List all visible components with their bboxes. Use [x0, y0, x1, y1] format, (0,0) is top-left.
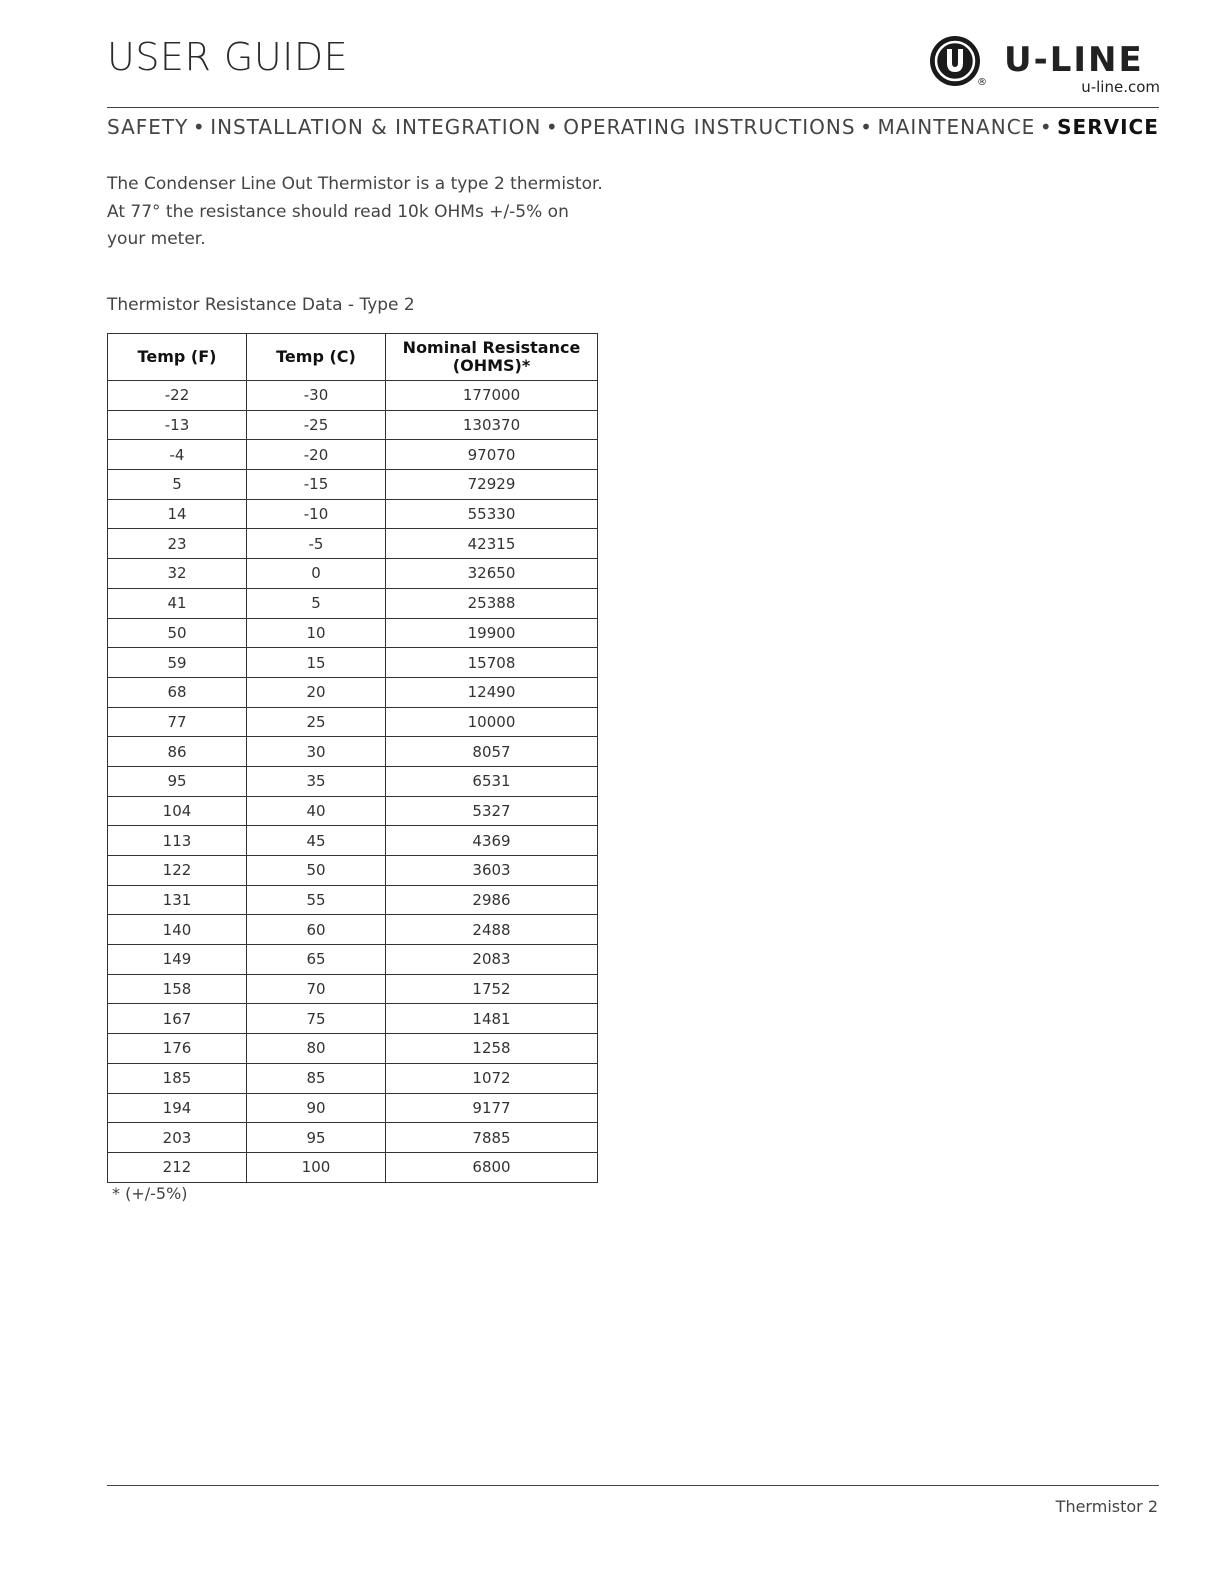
nav-item-service[interactable]: SERVICE: [1057, 115, 1159, 139]
table-row: [108, 1123, 598, 1153]
nav-separator: •: [545, 115, 559, 139]
page-title: USER GUIDE: [107, 35, 349, 79]
table-row: [108, 915, 598, 945]
cell-resistance: 2083: [386, 945, 598, 975]
cell-temp-f: 5: [108, 470, 247, 500]
brand-url[interactable]: u-line.com: [1081, 78, 1160, 96]
table-footnote: * (+/-5%): [112, 1184, 188, 1203]
table-row: [108, 648, 598, 678]
cell-temp-c: 90: [247, 1093, 386, 1123]
page-label: Thermistor 2: [1055, 1497, 1158, 1516]
cell-temp-c: 30: [247, 737, 386, 767]
registered-mark: ®: [977, 77, 987, 88]
table-row: [108, 1034, 598, 1064]
nav-separator: •: [192, 115, 206, 139]
cell-resistance: 2488: [386, 915, 598, 945]
cell-temp-f: -13: [108, 410, 247, 440]
section-nav: [107, 114, 1159, 140]
nav-separator: •: [1039, 115, 1053, 139]
cell-temp-c: -20: [247, 440, 386, 470]
cell-temp-f: 140: [108, 915, 247, 945]
cell-temp-c: 80: [247, 1034, 386, 1064]
cell-temp-c: 55: [247, 885, 386, 915]
cell-temp-f: 194: [108, 1093, 247, 1123]
table-row: [108, 588, 598, 618]
brand-logo: [928, 34, 1160, 96]
cell-temp-f: 32: [108, 559, 247, 589]
cell-resistance: 12490: [386, 677, 598, 707]
cell-temp-f: 176: [108, 1034, 247, 1064]
header-divider: [107, 107, 1159, 108]
cell-temp-c: 85: [247, 1063, 386, 1093]
cell-temp-f: 122: [108, 856, 247, 886]
table-row: [108, 440, 598, 470]
nav-item-safety[interactable]: SAFETY: [107, 115, 189, 139]
cell-resistance: 72929: [386, 470, 598, 500]
cell-temp-c: -30: [247, 381, 386, 411]
table-row: [108, 826, 598, 856]
footer-divider: [107, 1485, 1159, 1486]
table-row: [108, 677, 598, 707]
cell-resistance: 10000: [386, 707, 598, 737]
cell-temp-f: 185: [108, 1063, 247, 1093]
cell-temp-c: -15: [247, 470, 386, 500]
cell-temp-c: -5: [247, 529, 386, 559]
table-body: [108, 381, 598, 1183]
cell-resistance: 6800: [386, 1152, 598, 1182]
table-row: [108, 529, 598, 559]
cell-resistance: 19900: [386, 618, 598, 648]
cell-resistance: 8057: [386, 737, 598, 767]
table-row: [108, 381, 598, 411]
table-row: [108, 945, 598, 975]
cell-temp-f: 203: [108, 1123, 247, 1153]
cell-temp-c: 10: [247, 618, 386, 648]
cell-resistance: 1258: [386, 1034, 598, 1064]
table-row: [108, 737, 598, 767]
cell-temp-f: -4: [108, 440, 247, 470]
cell-temp-f: 158: [108, 974, 247, 1004]
cell-resistance: 3603: [386, 856, 598, 886]
cell-temp-c: 45: [247, 826, 386, 856]
table-row: [108, 1063, 598, 1093]
table-row: [108, 796, 598, 826]
brand-wordmark: U-LINE: [1004, 40, 1144, 80]
table-row: [108, 559, 598, 589]
cell-temp-f: 14: [108, 499, 247, 529]
cell-temp-f: 41: [108, 588, 247, 618]
cell-temp-f: 212: [108, 1152, 247, 1182]
u-line-logo-icon: [928, 34, 982, 88]
cell-resistance: 55330: [386, 499, 598, 529]
cell-temp-f: 77: [108, 707, 247, 737]
table-row: [108, 856, 598, 886]
cell-temp-f: 113: [108, 826, 247, 856]
cell-temp-c: 70: [247, 974, 386, 1004]
header-nominal-resistance: Nominal Resistance (OHMS)*: [386, 334, 598, 381]
cell-resistance: 7885: [386, 1123, 598, 1153]
cell-temp-f: 86: [108, 737, 247, 767]
cell-resistance: 9177: [386, 1093, 598, 1123]
cell-resistance: 130370: [386, 410, 598, 440]
cell-temp-c: -25: [247, 410, 386, 440]
cell-temp-f: 23: [108, 529, 247, 559]
header-temp-c: Temp (C): [247, 334, 386, 381]
cell-resistance: 177000: [386, 381, 598, 411]
cell-temp-c: -10: [247, 499, 386, 529]
cell-temp-c: 25: [247, 707, 386, 737]
cell-resistance: 25388: [386, 588, 598, 618]
cell-temp-c: 95: [247, 1123, 386, 1153]
table-row: [108, 707, 598, 737]
table-caption: Thermistor Resistance Data - Type 2: [107, 295, 415, 315]
cell-temp-c: 65: [247, 945, 386, 975]
cell-temp-c: 20: [247, 677, 386, 707]
cell-temp-c: 35: [247, 766, 386, 796]
nav-item-installation-integration[interactable]: INSTALLATION & INTEGRATION: [210, 115, 542, 139]
table-row: [108, 885, 598, 915]
cell-temp-c: 100: [247, 1152, 386, 1182]
nav-item-operating-instructions[interactable]: OPERATING INSTRUCTIONS: [563, 115, 856, 139]
table-row: [108, 1004, 598, 1034]
cell-temp-c: 40: [247, 796, 386, 826]
cell-temp-f: 50: [108, 618, 247, 648]
cell-resistance: 32650: [386, 559, 598, 589]
cell-temp-c: 50: [247, 856, 386, 886]
cell-temp-f: 95: [108, 766, 247, 796]
cell-temp-f: 149: [108, 945, 247, 975]
cell-resistance: 6531: [386, 766, 598, 796]
cell-temp-c: 0: [247, 559, 386, 589]
nav-separator: •: [860, 115, 873, 139]
cell-temp-c: 15: [247, 648, 386, 678]
cell-resistance: 2986: [386, 885, 598, 915]
cell-temp-f: 167: [108, 1004, 247, 1034]
cell-temp-f: 68: [108, 677, 247, 707]
cell-resistance: 1752: [386, 974, 598, 1004]
cell-temp-c: 5: [247, 588, 386, 618]
table-row: [108, 499, 598, 529]
cell-resistance: 4369: [386, 826, 598, 856]
cell-temp-f: 104: [108, 796, 247, 826]
cell-temp-c: 60: [247, 915, 386, 945]
table-row: [108, 618, 598, 648]
cell-temp-c: 75: [247, 1004, 386, 1034]
cell-temp-f: -22: [108, 381, 247, 411]
table-row: [108, 410, 598, 440]
cell-resistance: 1481: [386, 1004, 598, 1034]
cell-resistance: 5327: [386, 796, 598, 826]
table-header-row: [108, 334, 598, 381]
nav-item-maintenance[interactable]: MAINTENANCE: [877, 115, 1036, 139]
table-row: [108, 766, 598, 796]
thermistor-resistance-table: [107, 333, 598, 1183]
cell-resistance: 1072: [386, 1063, 598, 1093]
table-row: [108, 1093, 598, 1123]
cell-temp-f: 131: [108, 885, 247, 915]
cell-temp-f: 59: [108, 648, 247, 678]
cell-resistance: 42315: [386, 529, 598, 559]
header-temp-f: Temp (F): [108, 334, 247, 381]
table-row: [108, 974, 598, 1004]
table-row: [108, 470, 598, 500]
cell-resistance: 15708: [386, 648, 598, 678]
table-row: [108, 1152, 598, 1182]
intro-paragraph: The Condenser Line Out Thermistor is a type 2 thermistor. At 77° the resistance should read 10k OHMs +/-5% on your meter.: [107, 174, 603, 249]
cell-resistance: 97070: [386, 440, 598, 470]
